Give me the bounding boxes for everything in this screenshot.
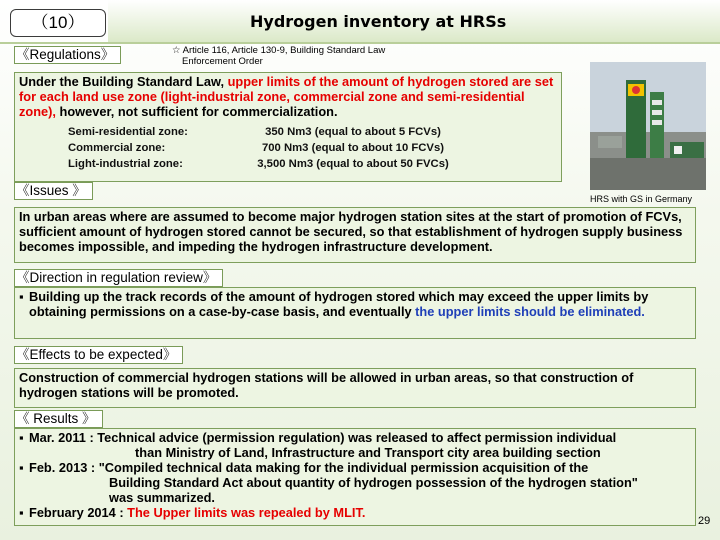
- regulations-highlight: upper limits of the amount of hydrogen stored are set for each land use zone (light-industrial zone, commercial zone and semi-residential zone),: [19, 74, 554, 119]
- result-text-cont: Building Standard Act about quantity of hydrogen possession of the hydrogen station": [109, 475, 638, 490]
- issues-box: In urban areas where are assumed to become major hydrogen station sites at the start of promotion of FCVs, sufficient amount of hydrogen stored cannot be secured, so that establishment of hydrogen supply business becomes impossible, and impeding the hydrogen infrastructure development.: [14, 207, 696, 263]
- station-photo-graphic: [590, 62, 706, 190]
- direction-highlight: the upper limits should be eliminated.: [415, 304, 645, 319]
- regulations-text: Under the Building Standard Law,: [19, 74, 228, 89]
- article-note: [172, 45, 385, 67]
- article-note-line1: ☆ Article 116, Article 130-9, Building Standard Law: [172, 45, 386, 56]
- direction-label: 《Direction in regulation review》: [14, 269, 223, 287]
- zone-value: 3,500 Nm3 (equal to about 50 FVCs): [257, 158, 449, 170]
- hydrogen-station-photo: [590, 62, 706, 190]
- zone-table: [68, 124, 463, 172]
- zone-name: Semi-residential zone:: [68, 126, 188, 138]
- results-item: [19, 505, 689, 520]
- zone-value: 350 Nm3 (equal to about 5 FCVs): [265, 126, 441, 138]
- bullet-icon: ▪: [19, 505, 24, 520]
- direction-box: [14, 287, 696, 339]
- article-note-line2: Enforcement Order: [182, 56, 263, 67]
- page-number: 29: [698, 515, 711, 527]
- zone-name: Light-industrial zone:: [68, 158, 183, 170]
- result-date: Feb. 2013 :: [29, 460, 99, 475]
- bullet-icon: ▪: [19, 460, 24, 475]
- zone-name: Commercial zone:: [68, 142, 166, 154]
- effects-label: 《Effects to be expected》: [14, 346, 183, 364]
- page-title: Hydrogen inventory at HRSs: [250, 12, 507, 31]
- slide-number: （10）: [10, 9, 106, 37]
- results-item: [19, 460, 689, 505]
- bullet-icon: ▪: [19, 430, 24, 445]
- bullet-icon: ▪: [19, 289, 24, 304]
- result-text-cont: than Ministry of Land, Infrastructure and Transport city area building section: [135, 445, 601, 460]
- effects-box: Construction of commercial hydrogen stations will be allowed in urban areas, so that construction of hydrogen stations will be promoted.: [14, 368, 696, 408]
- regulations-label: 《Regulations》: [14, 46, 121, 64]
- regulations-tail: however, not sufficient for commercialization.: [55, 104, 338, 119]
- result-date: Mar. 2011 :: [29, 430, 98, 445]
- photo-caption: HRS with GS in Germany: [590, 194, 693, 204]
- zone-value: 700 Nm3 (equal to about 10 FCVs): [261, 142, 445, 154]
- zone-row: [68, 124, 463, 140]
- result-highlight: The Upper limits was repealed by MLIT.: [127, 505, 366, 520]
- result-date: February 2014 :: [29, 505, 128, 520]
- result-text-cont: was summarized.: [109, 490, 215, 505]
- results-label: 《 Results 》: [14, 410, 103, 428]
- zone-row: [68, 140, 463, 156]
- results-item: [19, 430, 689, 460]
- result-text: "Compiled technical data making for the individual permission acquisition of the: [98, 460, 589, 475]
- result-text: Technical advice (permission regulation) was released to affect permission individual: [97, 430, 617, 445]
- issues-label: 《Issues 》: [14, 182, 93, 200]
- direction-text: Building up the track records of the amount of hydrogen stored which may exceed the upper limits by obtaining permissions on a case-by-case basis, and eventually: [29, 289, 649, 319]
- zone-row: [68, 156, 463, 172]
- header-divider: [0, 42, 720, 44]
- results-box: [14, 428, 696, 526]
- direction-bullet-item: [19, 289, 689, 319]
